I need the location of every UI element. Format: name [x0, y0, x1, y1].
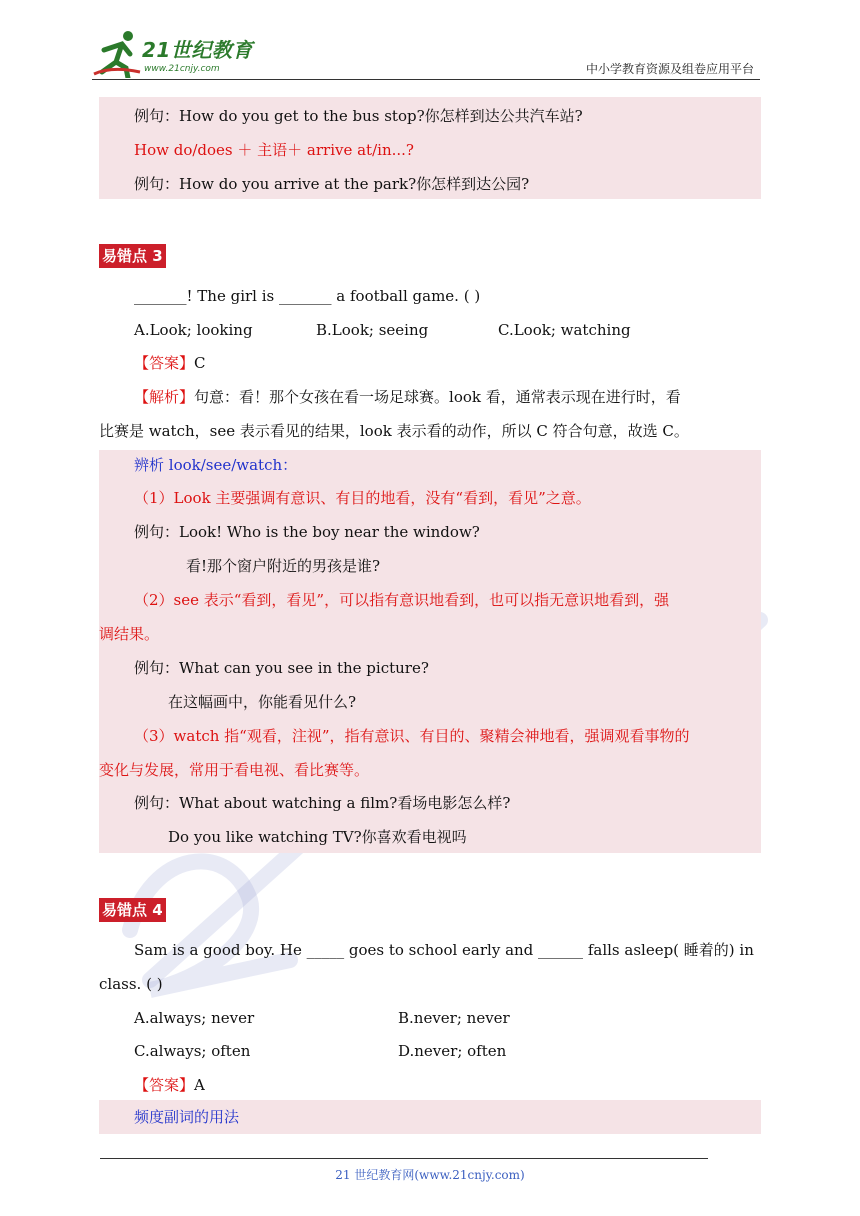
page-header — [92, 28, 760, 82]
logo-text: 21世纪教育 — [142, 38, 253, 62]
note-title: 辨析 look/see/watch： — [134, 456, 298, 474]
example-sentence: Do you like watching TV?你喜欢看电视吗 — [168, 828, 467, 846]
example-sentence: 例句：How do you get to the bus stop?你怎样到达公共汽车站? — [134, 107, 583, 125]
analysis-text: 比赛是 watch，see 表示看见的结果，look 表示看的动作，所以 C 符合句意，故选 C。 — [99, 422, 689, 440]
example-sentence: 例句：What can you see in the picture? — [134, 659, 429, 677]
option-d: D.never; often — [398, 1042, 507, 1060]
option-b: B.Look; seeing — [316, 321, 429, 339]
answer-value: C — [194, 354, 206, 372]
example-sentence: 例句：Look! Who is the boy near the window? — [134, 523, 480, 541]
example-translation: 在这幅画中，你能看见什么? — [168, 693, 357, 711]
note-title: 频度副词的用法 — [134, 1108, 240, 1126]
analysis-line — [134, 387, 681, 407]
question-text: _______! The girl is _______ a football game. ( ) — [134, 287, 481, 305]
example-sentence: 例句：How do you arrive at the park?你怎样到达公园? — [134, 175, 530, 193]
note-paragraph: （1）Look 主要强调有意识、有目的地看，没有“看到，看见”之意。 — [134, 489, 591, 507]
note-paragraph: （2）see 表示“看到，看见”，可以指有意识地看到，也可以指无意识地看到，强 — [134, 591, 670, 609]
page-footer: 21 世纪教育网(www.21cnjy.com) — [335, 1168, 525, 1182]
question-text: Sam is a good boy. He _____ goes to school early and ______ falls asleep( 睡着的) in — [134, 941, 754, 959]
option-a: A.Look; looking — [134, 321, 253, 339]
question-text: class. ( ) — [99, 975, 163, 993]
logo-url: www.21cnjy.com — [144, 64, 220, 74]
error-point-tag: 易错点 4 — [99, 898, 166, 922]
option-c: C.always; often — [134, 1042, 251, 1060]
site-logo — [92, 28, 262, 82]
footer-divider — [100, 1158, 708, 1159]
error-point-tag: 易错点 3 — [99, 244, 166, 268]
example-translation: 看!那个窗户附近的男孩是谁? — [186, 557, 381, 575]
option-a: A.always; never — [134, 1009, 255, 1027]
answer-line — [134, 1075, 205, 1095]
note-paragraph: （3）watch 指“观看，注视”，指有意识、有目的、聚精会神地看，强调观看事物的 — [134, 727, 690, 745]
answer-label: 【答案】 — [134, 1076, 195, 1094]
analysis-label: 【解析】 — [134, 388, 195, 406]
answer-value: A — [194, 1076, 205, 1094]
answer-line — [134, 353, 206, 373]
answer-label: 【答案】 — [134, 354, 195, 372]
header-slogan: 中小学教育资源及组卷应用平台 — [585, 62, 754, 76]
pattern-line: How do/does ＋ 主语＋ arrive at/in...? — [134, 141, 414, 159]
header-divider — [92, 79, 760, 80]
note-paragraph: 变化与发展，常用于看电视、看比赛等。 — [99, 761, 370, 779]
note-paragraph: 调结果。 — [99, 625, 160, 643]
option-c: C.Look; watching — [498, 321, 631, 339]
runner-icon — [92, 28, 142, 78]
option-b: B.never; never — [398, 1009, 510, 1027]
analysis-text: 句意：看！那个女孩在看一场足球赛。look 看，通常表示现在进行时，看 — [194, 388, 681, 406]
example-sentence: 例句：What about watching a film?看场电影怎么样? — [134, 794, 511, 812]
